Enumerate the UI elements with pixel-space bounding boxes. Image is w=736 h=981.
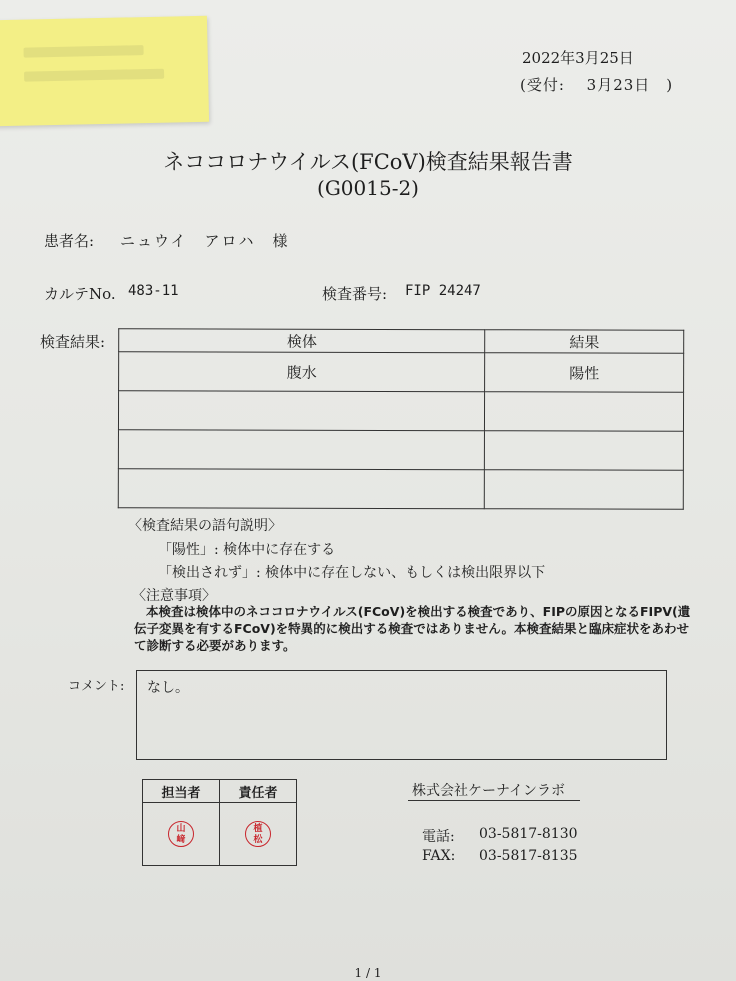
glossary-item-positive: 「陽性」: 検体中に存在する (158, 542, 336, 558)
comment-box (136, 670, 667, 760)
fax-label: FAX: (422, 848, 456, 864)
staff-seal-cell (143, 803, 220, 866)
report-code: (G0015-2) (317, 176, 419, 200)
test-number-value: FIP 24247 (405, 283, 481, 299)
fax-number: 03-5817-8135 (479, 848, 578, 864)
page-number: 1 / 1 (354, 966, 382, 980)
company-name: 株式会社ケーナインラボ (412, 783, 566, 799)
sticky-note-faded-text (23, 45, 143, 58)
specimen-cell (118, 469, 484, 509)
results-table (118, 328, 684, 509)
specimen-cell: 腹水 (119, 352, 485, 392)
table-row (118, 391, 683, 431)
specimen-cell (118, 430, 484, 470)
result-cell: 陽性 (485, 353, 684, 393)
report-title: ネココロナウイルス(FCoV)検査結果報告書 (163, 150, 573, 174)
results-table-header (119, 329, 684, 353)
table-row (118, 430, 683, 470)
caution-heading: 〈注意事項〉 (132, 588, 216, 604)
results-label: 検査結果: (40, 333, 106, 351)
specimen-cell (118, 391, 484, 431)
sticky-note (0, 16, 209, 126)
glossary-heading: 〈検査結果の語句説明〉 (128, 518, 282, 534)
comment-label: コメント: (68, 679, 125, 694)
staff-hanko-seal: 山 﨑 (168, 821, 194, 847)
chart-number-value: 483-11 (128, 283, 179, 299)
result-cell (485, 431, 684, 471)
supervisor-hanko-seal: 植 松 (245, 821, 271, 847)
patient-name-value: ニュウイ アロハ 様 (120, 232, 290, 250)
specimen-header: 検体 (119, 329, 485, 353)
table-row (118, 469, 683, 509)
staff-header: 担当者 (143, 780, 220, 803)
comment-text: なし。 (147, 680, 189, 696)
glossary-item-not-detected: 「検出されず」: 検体中に存在しない、もしくは検出限界以下 (158, 565, 546, 581)
company-underline (408, 800, 580, 801)
patient-name-label: 患者名: (44, 232, 95, 250)
caution-text: 本検査は検体中のネココロナウイルス(FCoV)を検出する検査であり、FIPの原因となるFIPV(遺伝子変異を有するFCoV)を特異的に検出する検査ではありません。本検査結果と臨床症状をあわせて診断する必要があります。 (134, 604, 691, 653)
approval-stamps-table (142, 779, 297, 866)
supervisor-header: 責任者 (220, 780, 297, 803)
chart-number-label: カルテNo. (44, 285, 116, 303)
phone-number: 03-5817-8130 (479, 826, 578, 842)
test-number-label: 検査番号: (322, 285, 388, 303)
result-cell (485, 392, 684, 432)
supervisor-seal-cell (220, 803, 297, 866)
phone-label: 電話: (422, 829, 455, 845)
sticky-note-faded-text (24, 69, 164, 82)
result-header: 結果 (485, 330, 684, 354)
result-cell (485, 470, 684, 510)
received-date: (受付: 3月23日 ) (520, 76, 674, 94)
table-row (119, 352, 684, 392)
report-date: 2022年3月25日 (522, 49, 634, 67)
